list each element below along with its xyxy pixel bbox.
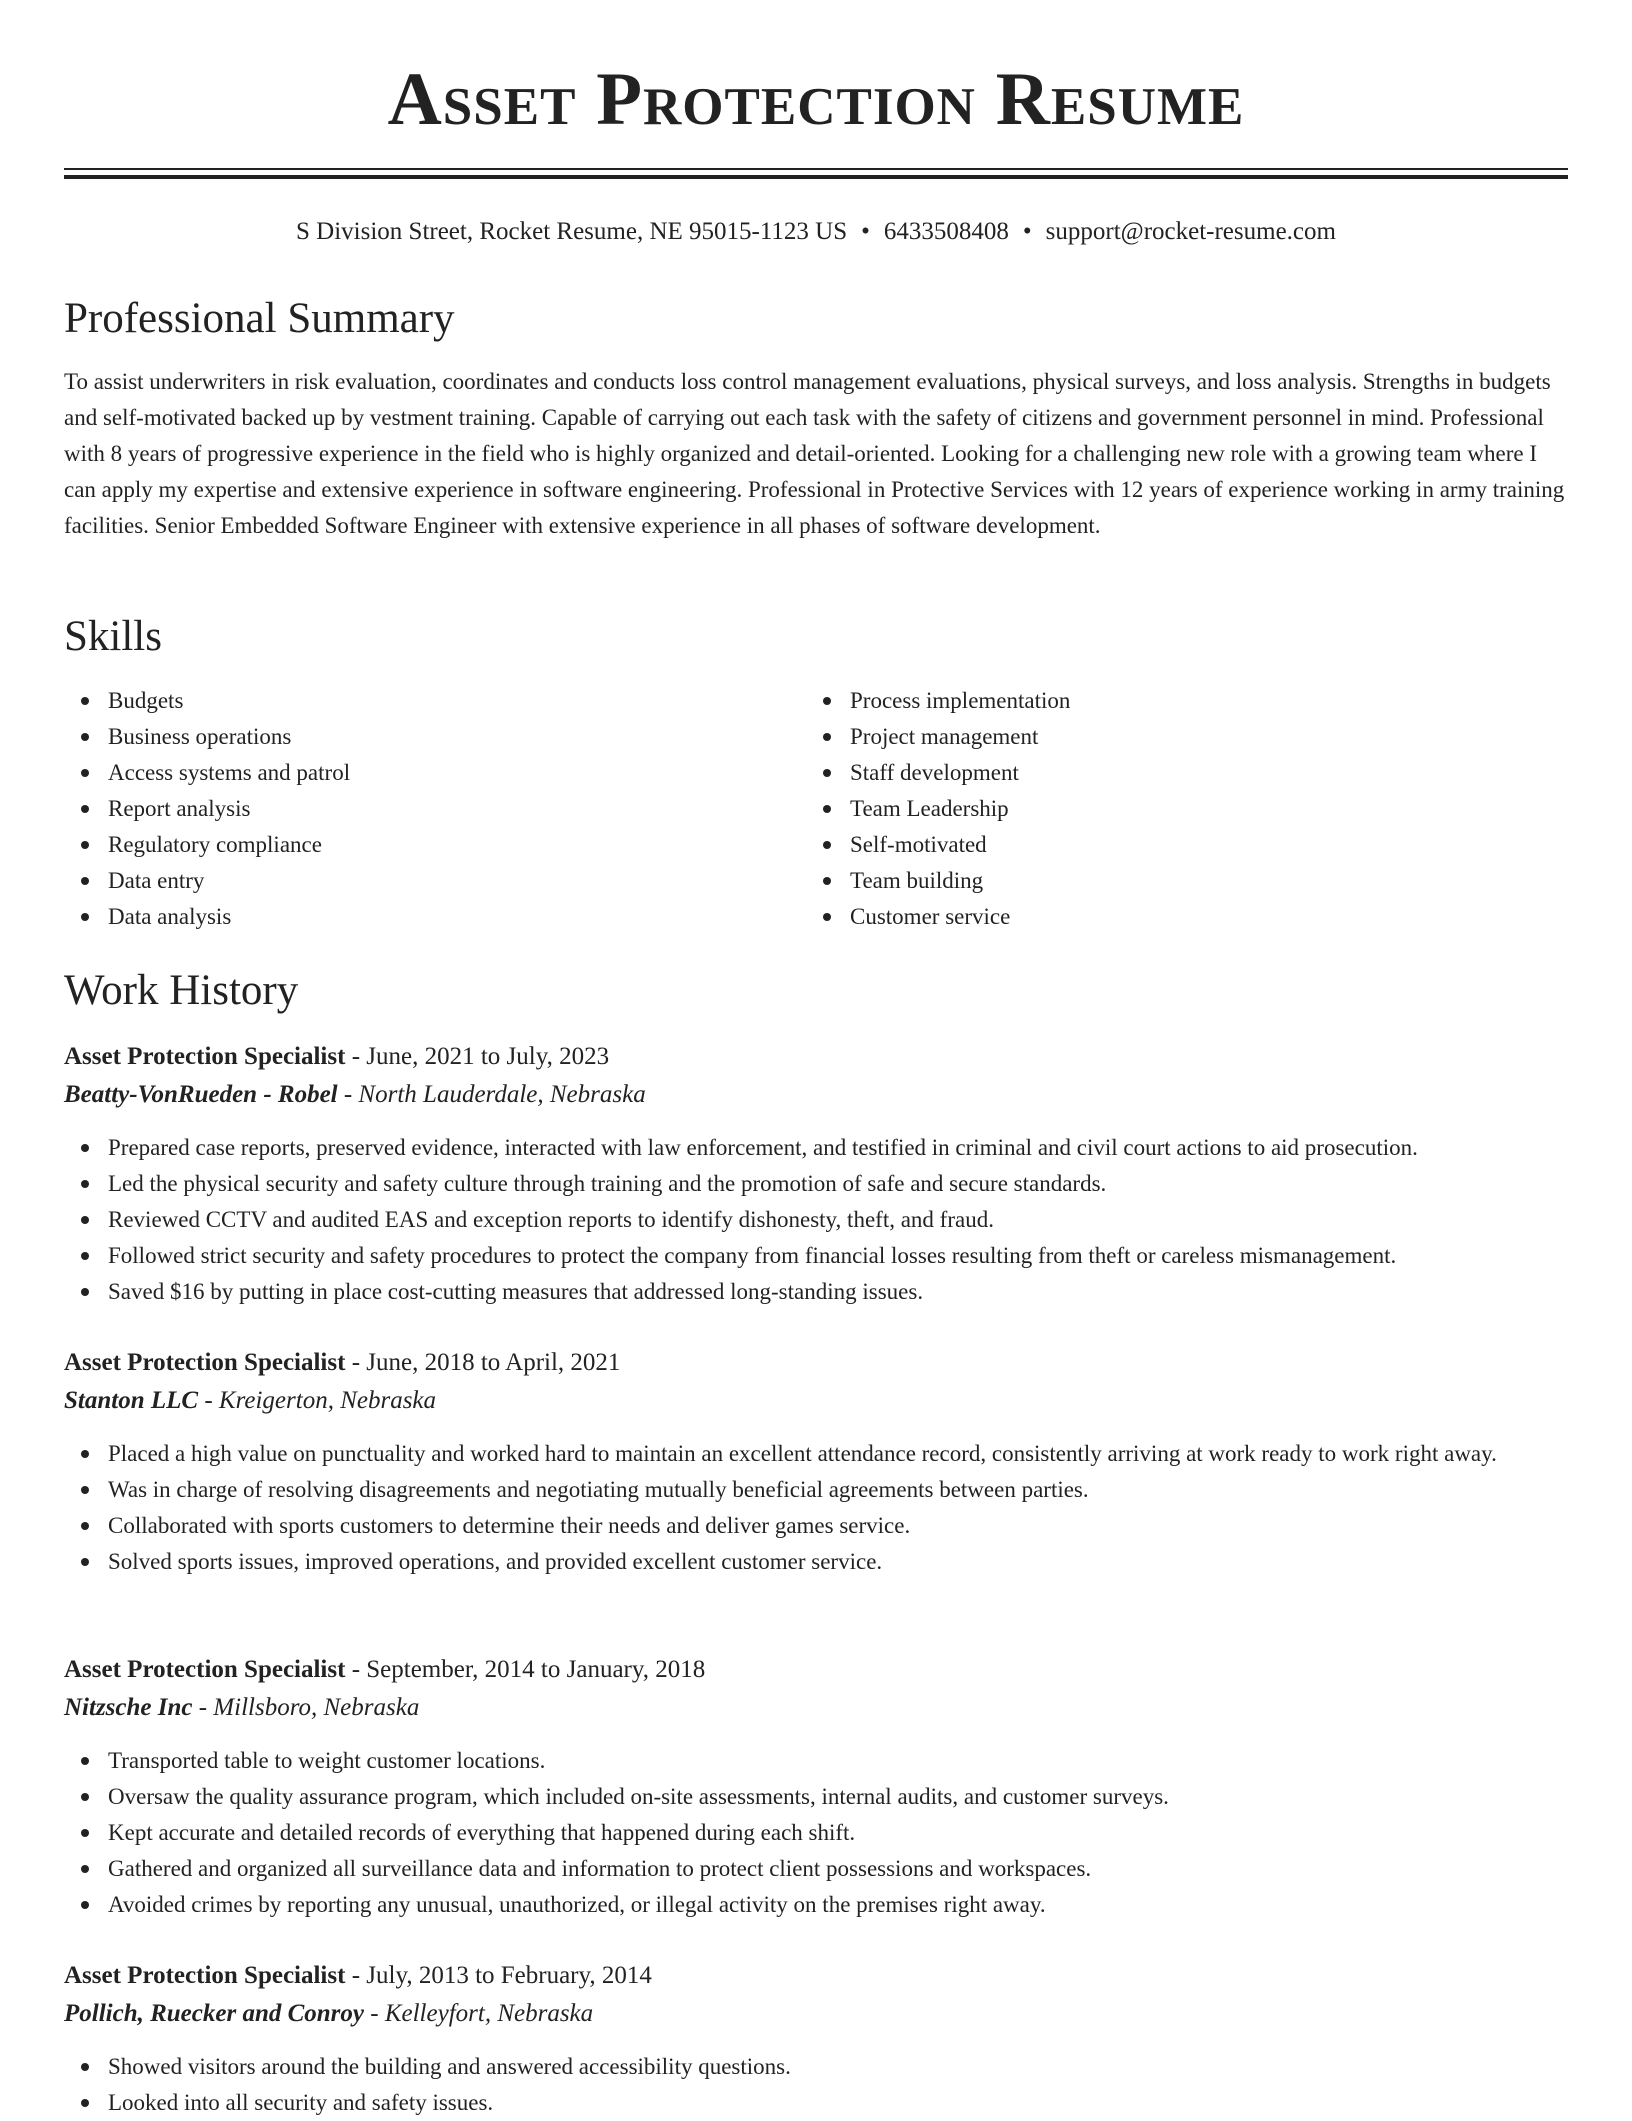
- job-duty: Looked into all security and safety issues.: [64, 2085, 1568, 2121]
- job-title: Asset Protection Specialist: [64, 1043, 346, 1070]
- job-entry: [64, 1957, 1568, 2121]
- skill-item: Team Leadership: [806, 791, 1546, 827]
- job-duty: Kept accurate and detailed records of everything that happened during each shift.: [64, 1815, 1568, 1851]
- title-divider-thick: [64, 175, 1568, 179]
- job-duties-list: [64, 1130, 1568, 1310]
- job-dates: - September, 2014 to January, 2018: [345, 1656, 706, 1683]
- job-dates: - June, 2018 to April, 2021: [345, 1349, 621, 1376]
- job-entry: [64, 1651, 1568, 1923]
- job-duties-list: [64, 2049, 1568, 2121]
- resume-page: [64, 0, 1568, 2115]
- job-duty: Solved sports issues, improved operations, and provided excellent customer service.: [64, 1544, 1568, 1580]
- job-location: - Millsboro, Nebraska: [192, 1694, 420, 1721]
- job-duty: Transported table to weight customer locations.: [64, 1743, 1568, 1779]
- skill-item: Process implementation: [806, 683, 1546, 719]
- job-entry: [64, 1038, 1568, 1310]
- job-employer-line: [64, 1076, 1568, 1114]
- contact-line: [64, 214, 1568, 250]
- job-entry: [64, 1344, 1568, 1580]
- job-company: Nitzsche Inc: [64, 1694, 193, 1721]
- skill-item: Budgets: [64, 683, 804, 719]
- job-location: - Kelleyfort, Nebraska: [364, 2000, 594, 2027]
- job-duties-list: [64, 1436, 1568, 1580]
- job-title: Asset Protection Specialist: [64, 1962, 346, 1989]
- skill-item: Project management: [806, 719, 1546, 755]
- skill-item: Report analysis: [64, 791, 804, 827]
- summary-heading: Professional Summary: [64, 295, 455, 342]
- job-duty: Led the physical security and safety culture through training and the promotion of safe and secure standards.: [64, 1166, 1568, 1202]
- title-divider-thin: [64, 168, 1568, 170]
- job-duty: Gathered and organized all surveillance data and information to protect client possessions and workspaces.: [64, 1851, 1568, 1887]
- job-duties-list: [64, 1743, 1568, 1923]
- job-header: [64, 1957, 1568, 1995]
- job-title: Asset Protection Specialist: [64, 1349, 346, 1376]
- contact-address: S Division Street, Rocket Resume, NE 95015-1123 US: [296, 218, 848, 245]
- job-company: Beatty-VonRueden - Robel: [64, 1081, 338, 1108]
- summary-text: To assist underwriters in risk evaluation, coordinates and conducts loss control management evaluations, physical surveys, and loss analysis. Strengths in budgets and self-motivated backed up by vestment training. Capable of carrying out each task with the safety of citizens and government personnel in mind. Professional with 8 years of progressive experience in the field who is highly organized and detail-oriented. Looking for a challenging new role with a growing team where I can apply my expertise and extensive experience in software engineering. Professional in Protective Services with 12 years of experience working in army training facilities. Senior Embedded Software Engineer with extensive experience in all phases of software development.: [64, 369, 1565, 538]
- job-header: [64, 1651, 1568, 1689]
- skills-list-left: [64, 683, 804, 935]
- job-duty: Prepared case reports, preserved evidence, interacted with law enforcement, and testified in criminal and civil court actions to aid prosecution.: [64, 1130, 1568, 1166]
- resume-title: Asset Protection Resume: [387, 58, 1245, 141]
- skills-heading: Skills: [64, 613, 162, 660]
- job-dates: - June, 2021 to July, 2023: [345, 1043, 610, 1070]
- skills-list-right: [806, 683, 1546, 935]
- work-history-heading: Work History: [64, 967, 299, 1014]
- contact-separator: •: [861, 218, 870, 245]
- job-location: - Kreigerton, Nebraska: [198, 1387, 437, 1414]
- contact-email: support@rocket-resume.com: [1045, 218, 1336, 245]
- contact-separator: •: [1022, 218, 1032, 245]
- job-dates: - July, 2013 to February, 2014: [345, 1962, 652, 1989]
- job-duty: Reviewed CCTV and audited EAS and exception reports to identify dishonesty, theft, and fraud.: [64, 1202, 1568, 1238]
- job-duty: Avoided crimes by reporting any unusual, unauthorized, or illegal activity on the premises right away.: [64, 1887, 1568, 1923]
- job-location: - North Lauderdale, Nebraska: [337, 1081, 646, 1108]
- skill-item: Self-motivated: [806, 827, 1546, 863]
- job-duty: Oversaw the quality assurance program, which included on-site assessments, internal audits, and customer surveys.: [64, 1779, 1568, 1815]
- skill-item: Data analysis: [64, 899, 804, 935]
- job-duty: Was in charge of resolving disagreements and negotiating mutually beneficial agreements between parties.: [64, 1472, 1568, 1508]
- job-duty: Saved $16 by putting in place cost-cutting measures that addressed long-standing issues.: [64, 1274, 1568, 1310]
- skill-item: Customer service: [806, 899, 1546, 935]
- job-employer-line: [64, 1689, 1568, 1727]
- job-duty: Placed a high value on punctuality and worked hard to maintain an excellent attendance record, consistently arriving at work ready to work right away.: [64, 1436, 1568, 1472]
- job-header: [64, 1038, 1568, 1076]
- contact-phone: 6433508408: [883, 218, 1009, 245]
- skill-item: Data entry: [64, 863, 804, 899]
- job-duty: Followed strict security and safety procedures to protect the company from financial losses resulting from theft or careless mismanagement.: [64, 1238, 1568, 1274]
- skill-item: Staff development: [806, 755, 1546, 791]
- job-employer-line: [64, 1382, 1568, 1420]
- job-duty: Showed visitors around the building and answered accessibility questions.: [64, 2049, 1568, 2085]
- job-title: Asset Protection Specialist: [64, 1656, 346, 1683]
- skill-item: Regulatory compliance: [64, 827, 804, 863]
- skill-item: Business operations: [64, 719, 804, 755]
- skill-item: Team building: [806, 863, 1546, 899]
- skill-item: Access systems and patrol: [64, 755, 804, 791]
- job-employer-line: [64, 1995, 1568, 2033]
- job-duty: Collaborated with sports customers to determine their needs and deliver games service.: [64, 1508, 1568, 1544]
- job-company: Pollich, Ruecker and Conroy: [64, 2000, 365, 2027]
- job-company: Stanton LLC: [64, 1387, 199, 1414]
- job-header: [64, 1344, 1568, 1382]
